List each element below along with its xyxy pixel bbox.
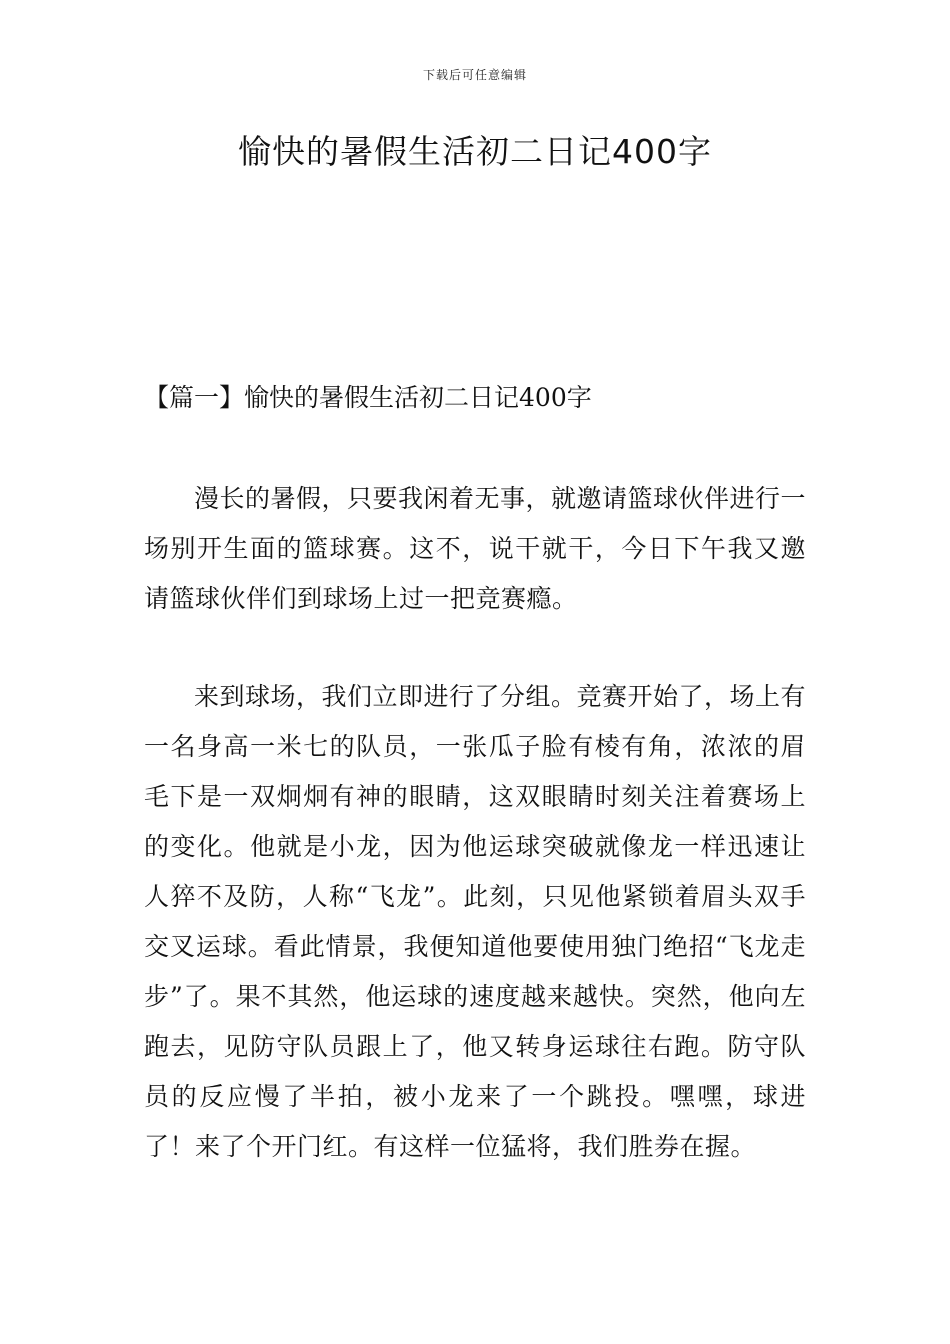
- body-paragraph-1: 漫长的暑假，只要我闲着无事，就邀请篮球伙伴进行一场别开生面的篮球赛。这不，说干就干，今日下午我又邀请篮球伙伴们到球场上过一把竞赛瘾。: [144, 484, 807, 613]
- body-paragraph-2: 来到球场，我们立即进行了分组。竞赛开始了，场上有一名身高一米七的队员，一张瓜子脸有棱有角，浓浓的眉毛下是一双炯炯有神的眼睛，这双眼睛时刻关注着赛场上的变化。他就是小龙，因为他运球突破就像龙一样迅速让人猝不及防，人称“飞龙”。此刻，只见他紧锁着眉头双手交叉运球。看此情景，我便知道他要使用独门绝招“飞龙走步”了。果不其然，他运球的速度越来越快。突然，他向左跑去，见防守队员跟上了，他又转身运球往右跑。防守队员的反应慢了半拍，被小龙来了一个跳投。嘿嘿，球进了！来了个开门红。有这样一位猛将，我们胜券在握。: [144, 682, 807, 1161]
- document-title: 愉快的暑假生活初二日记400字: [238, 132, 712, 171]
- section-heading: 【篇一】愉快的暑假生活初二日记400字: [144, 383, 592, 412]
- header-note: 下载后可任意编辑: [422, 68, 527, 82]
